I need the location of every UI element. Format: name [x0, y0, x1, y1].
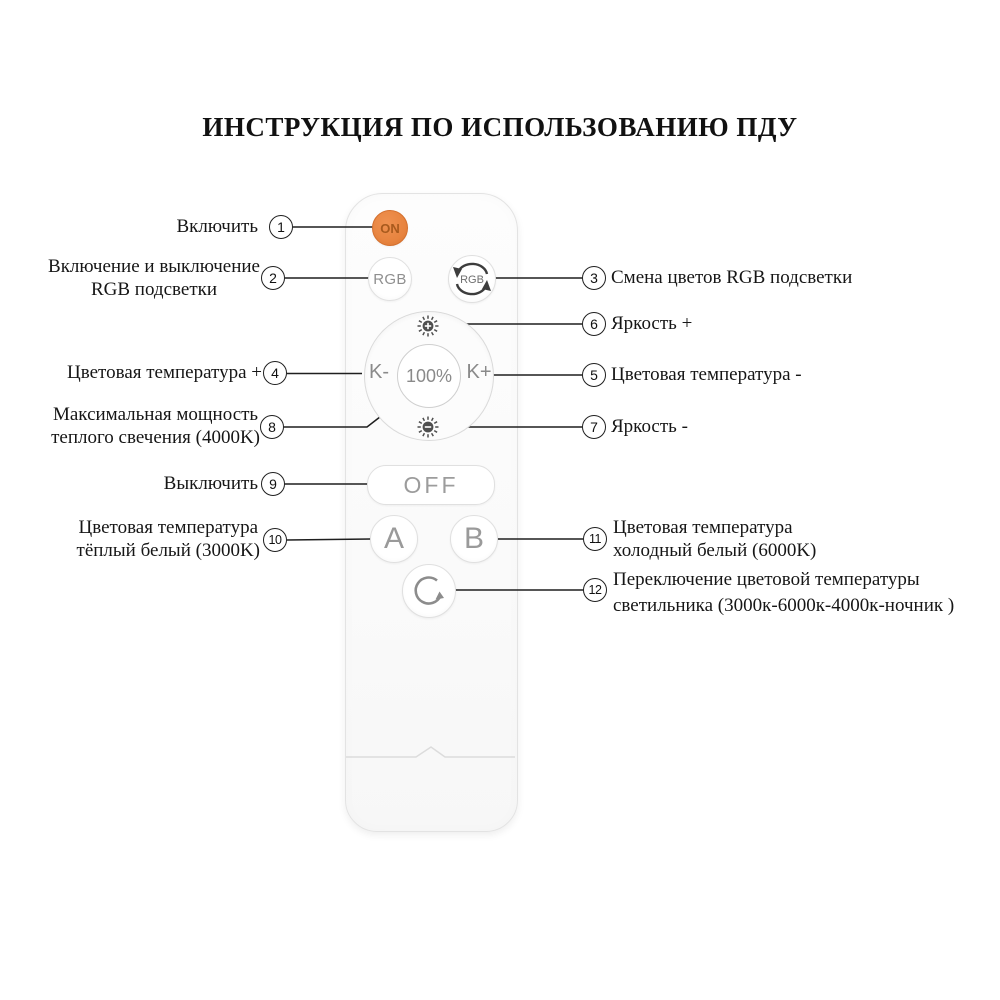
rgb-button: [368, 257, 412, 301]
callout-6-label: Яркость +: [611, 313, 693, 334]
callout-5-label: Цветовая температура -: [611, 364, 802, 385]
k-minus-button: K-: [369, 361, 389, 383]
callout-8-number: 8: [260, 415, 284, 439]
k-plus-button: K+: [466, 361, 492, 383]
callout-1-label: Включить: [176, 216, 258, 237]
callout-7-label: Яркость -: [611, 416, 688, 437]
rgb-button-label: RGB: [373, 270, 407, 288]
color-temp-cycle-icon: [403, 565, 455, 617]
color-temp-cycle-button: [402, 564, 456, 618]
callout-2-label: Включение и выключение RGB подсветки: [48, 256, 260, 300]
callout-10-label: Цветовая температура тёплый белый (3000K): [76, 517, 260, 561]
b-button: [450, 515, 498, 563]
battery-cover-line: [346, 747, 515, 757]
page-title: ИНСТРУКЦИЯ ПО ИСПОЛЬЗОВАНИЮ ПДУ: [202, 112, 798, 142]
rgb-cycle-arrows-icon: [449, 256, 495, 302]
rgb-cycle-button: [448, 255, 496, 303]
a-button: [370, 515, 418, 563]
callout-9-label: Выключить: [163, 473, 258, 494]
callout-11-number: 11: [583, 527, 607, 551]
callout-11-label: Цветовая температура холодный белый (6000K): [613, 517, 817, 561]
callout-12-label: Переключение цветовой температуры светильника (3000к-6000к-4000к-ночник ): [613, 569, 955, 616]
off-button-label: OFF: [403, 471, 459, 498]
callout-3-number: 3: [582, 266, 606, 290]
callout-4-number: 4: [263, 361, 287, 385]
callout-6-number: 6: [582, 312, 606, 336]
on-button-label: ON: [380, 220, 400, 236]
svg-text:RGB: RGB: [460, 274, 484, 286]
callout-12-number: 12: [583, 578, 607, 602]
callout-3-label: Смена цветов RGB подсветки: [611, 267, 853, 288]
callout-1-number: 1: [269, 215, 293, 239]
dial-center-button: [397, 344, 461, 408]
brightness-minus-icon: [415, 414, 441, 440]
callout-7-number: 7: [582, 415, 606, 439]
dial-center-label: 100%: [405, 365, 453, 386]
callout-5-number: 5: [582, 363, 606, 387]
on-button: [372, 210, 408, 246]
callout-4-label: Цветовая температура +: [67, 362, 262, 383]
callout-2-number: 2: [261, 266, 285, 290]
callout-10-number: 10: [263, 528, 287, 552]
callout-8-label: Максимальная мощность теплого свечения (4000K): [51, 404, 260, 448]
off-button: [367, 465, 495, 505]
callout-9-number: 9: [261, 472, 285, 496]
a-button-label: A: [383, 522, 404, 555]
brightness-plus-icon: [415, 313, 441, 339]
b-button-label: B: [463, 522, 484, 555]
